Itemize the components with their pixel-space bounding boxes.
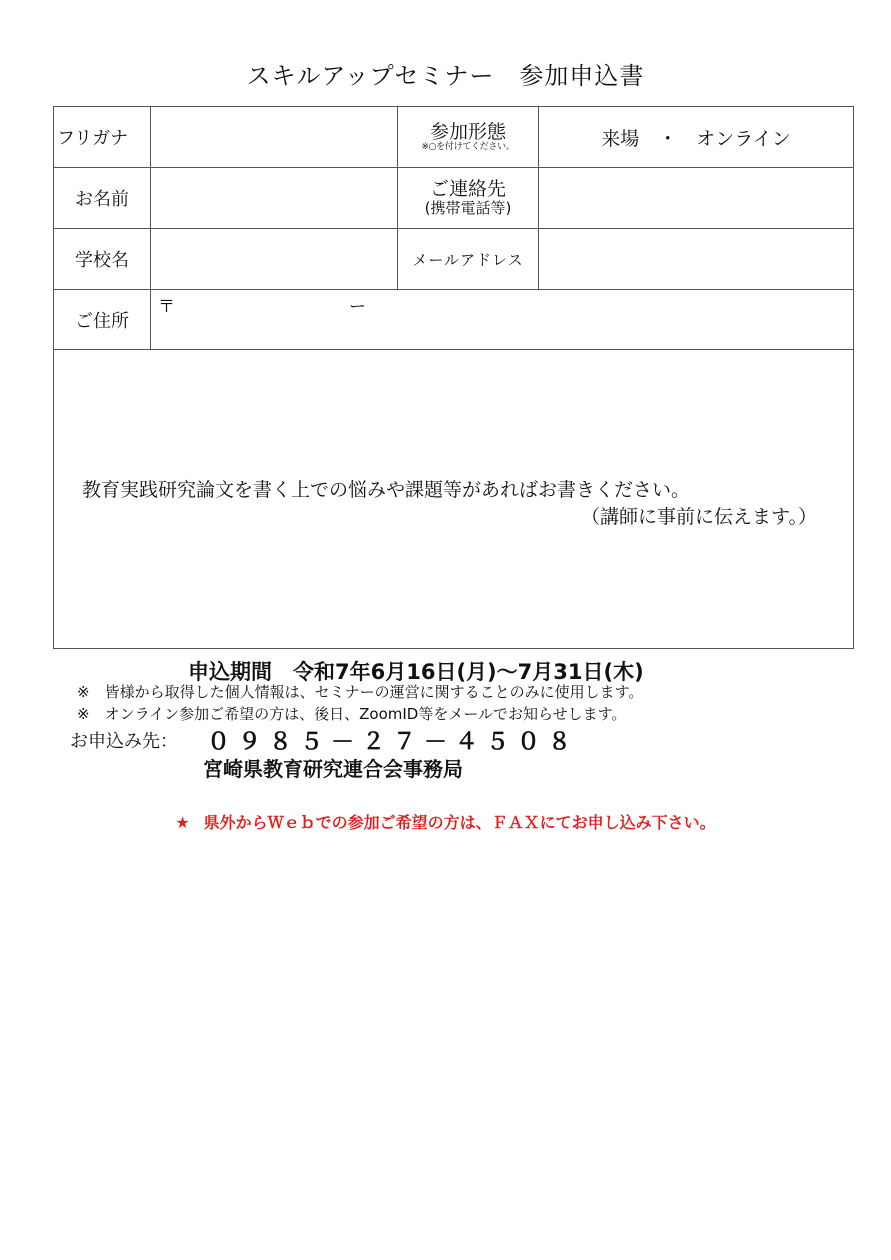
email-label-cell bbox=[398, 229, 539, 290]
star-icon: ★ bbox=[175, 813, 190, 832]
participation-note: ※○を付けてください。 bbox=[421, 141, 515, 152]
name-field[interactable] bbox=[151, 168, 398, 229]
address-field[interactable] bbox=[151, 290, 854, 350]
application-period: 申込期間 令和7年6月16日(月)〜7月31日(木) bbox=[188, 660, 644, 684]
address-label: ご住所 bbox=[54, 290, 151, 350]
email-label: メールアドレス bbox=[412, 250, 524, 269]
participation-label: 参加形態 bbox=[429, 120, 506, 143]
contact-destination-label: お申込み先： bbox=[70, 731, 178, 752]
postal-dash: ー bbox=[349, 297, 366, 317]
form-row-concern bbox=[54, 350, 854, 649]
contact-phone: ０９８５－２７－４５０８ bbox=[207, 729, 579, 755]
form-row-furigana bbox=[54, 107, 854, 168]
web-participation-note bbox=[0, 810, 891, 833]
school-field[interactable] bbox=[151, 229, 398, 290]
office-name: 宮崎県教育研究連合会事務局 bbox=[203, 757, 463, 781]
page-title: スキルアップセミナー 参加申込書 bbox=[246, 62, 645, 90]
furigana-field[interactable] bbox=[151, 107, 398, 168]
postal-mark: 〒 bbox=[158, 297, 175, 317]
form-row-address bbox=[54, 290, 854, 350]
contact-note: (携帯電話等) bbox=[424, 199, 512, 217]
participation-options[interactable]: 来場 ・ オンライン bbox=[539, 107, 854, 168]
name-label: お名前 bbox=[54, 168, 151, 229]
web-note-text: 県外からＷｅｂでの参加ご希望の方は、ＦＡＸにてお申し込み下さい。 bbox=[203, 813, 716, 832]
concern-note: （講師に事前に伝えます。） bbox=[581, 506, 817, 528]
contact-label-cell bbox=[398, 168, 539, 229]
school-label: 学校名 bbox=[54, 229, 151, 290]
email-field[interactable] bbox=[539, 229, 854, 290]
concern-field[interactable] bbox=[54, 350, 854, 649]
contact-field[interactable] bbox=[539, 168, 854, 229]
form-row-school bbox=[54, 229, 854, 290]
contact-label: ご連絡先 bbox=[429, 178, 506, 200]
furigana-label: フリガナ bbox=[54, 107, 151, 168]
form-row-name bbox=[54, 168, 854, 229]
application-form-table bbox=[53, 106, 854, 649]
online-note: ※ オンライン参加ご希望の方は、後日、ZoomID等をメールでお知らせします。 bbox=[77, 705, 627, 723]
concern-text: 教育実践研究論文を書く上での悩みや課題等があればお書きください。 bbox=[82, 479, 691, 501]
participation-label-cell bbox=[398, 107, 539, 168]
privacy-note: ※ 皆様から取得した個人情報は、セミナーの運営に関することのみに使用します。 bbox=[77, 683, 644, 701]
